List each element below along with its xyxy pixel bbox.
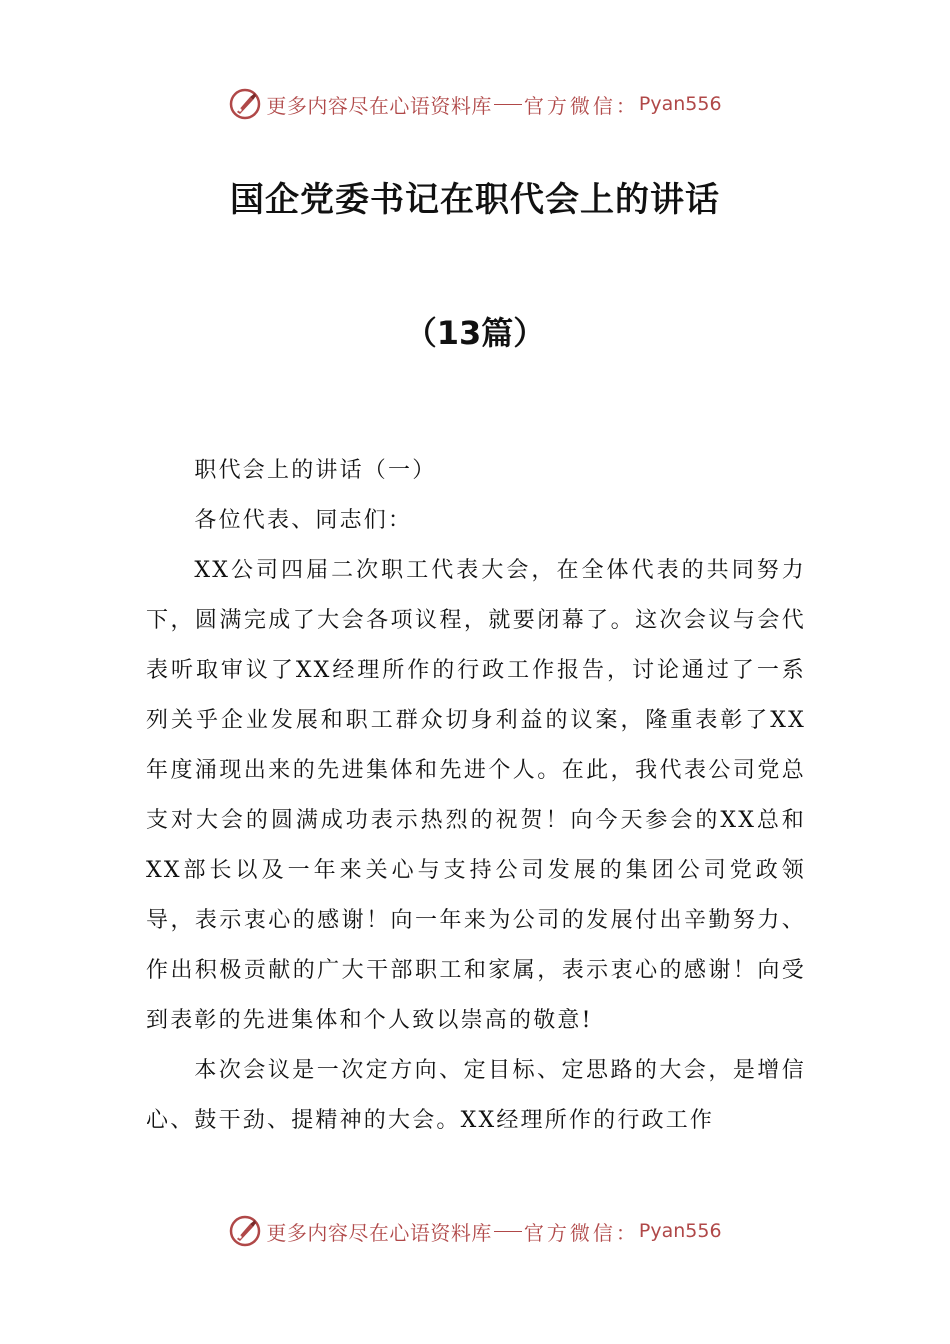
banner-divider bbox=[494, 104, 522, 105]
banner-slogan: 更多内容尽在心语资料库 bbox=[266, 93, 492, 118]
body-paragraph: 本次会议是一次定方向、定目标、定思路的大会，是增信心、鼓干劲、提精神的大会。XX经理所作的行政工作 bbox=[146, 1058, 806, 1133]
banner-wechat-label: 官方微信： bbox=[523, 93, 639, 118]
document-title: 国企党委书记在职代会上的讲话 bbox=[230, 180, 720, 220]
document-subtitle: （13篇） bbox=[404, 314, 546, 352]
section-heading: 职代会上的讲话（一） bbox=[194, 458, 437, 483]
pen-logo-icon bbox=[228, 87, 262, 121]
document-body bbox=[146, 446, 806, 1146]
banner-divider bbox=[494, 1231, 522, 1232]
header-watermark-banner bbox=[0, 84, 950, 124]
footer-watermark-banner bbox=[0, 1211, 950, 1251]
banner-slogan: 更多内容尽在心语资料库 bbox=[266, 1220, 492, 1245]
pen-logo-icon bbox=[228, 1214, 262, 1248]
banner-wechat-label: 官方微信： bbox=[523, 1220, 639, 1245]
banner-wechat-id: Pyan556 bbox=[638, 1220, 722, 1242]
salutation: 各位代表、同志们： bbox=[194, 508, 413, 533]
banner-wechat-id: Pyan556 bbox=[638, 93, 722, 115]
body-paragraph: XX公司四届二次职工代表大会，在全体代表的共同努力下，圆满完成了大会各项议程，就要闭幕了。这次会议与会代表听取审议了XX经理所作的行政工作报告，讨论通过了一系列关乎企业发展和职工群众切身利益的议案，隆重表彰了XX年度涌现出来的先进集体和先进个人。在此，我代表公司党总支对大会的圆满成功表示热烈的祝贺！向今天参会的XX总和XX部长以及一年来关心与支持公司发展的集团公司党政领导，表示衷心的感谢！向一年来为公司的发展付出辛勤努力、作出积极贡献的广大干部职工和家属，表示衷心的感谢！向受到表彰的先进集体和个人致以崇高的敬意! bbox=[146, 558, 806, 1033]
